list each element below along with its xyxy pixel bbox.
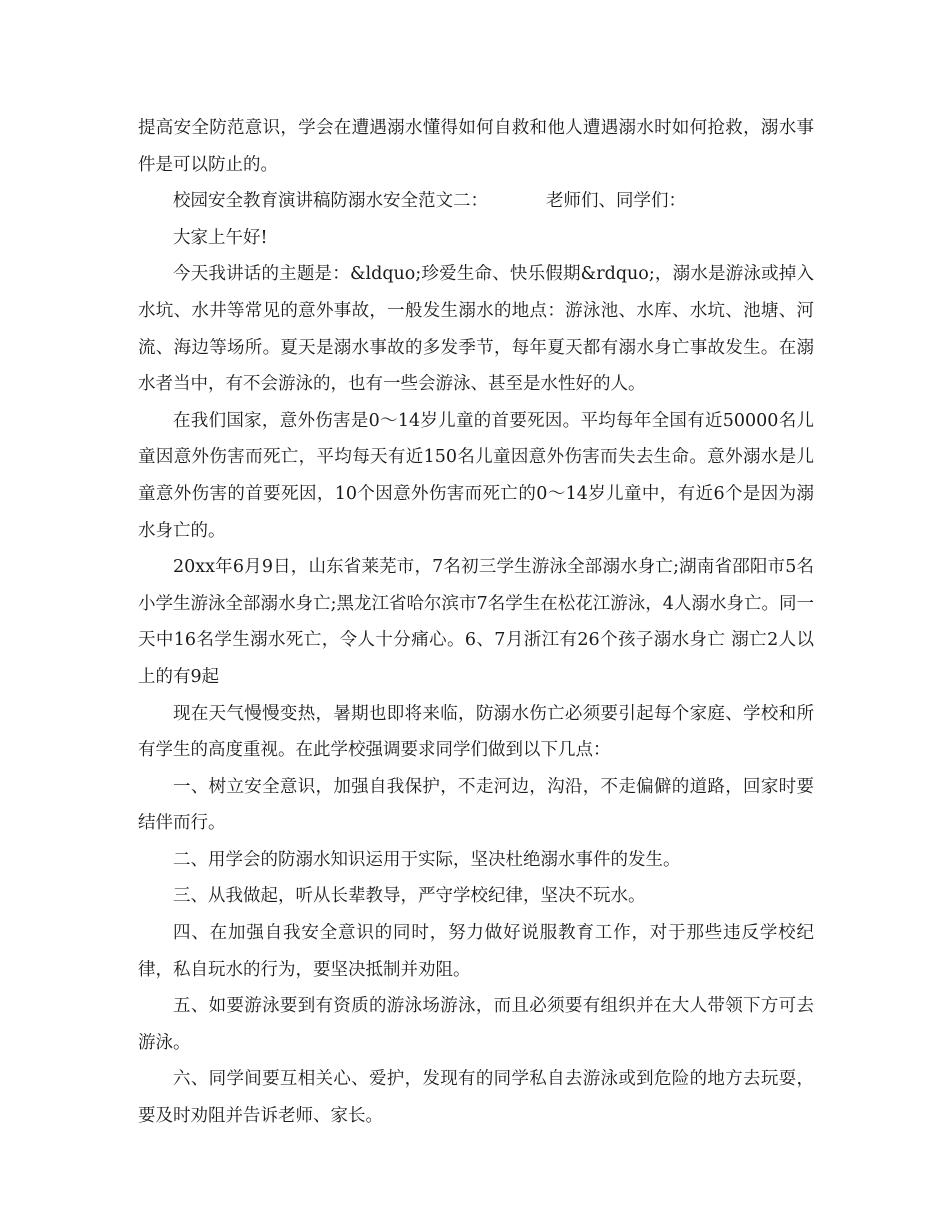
section-heading: 校园安全教育演讲稿防溺水安全范文二： [173,191,488,212]
salutation: 老师们、同学们： [546,191,686,212]
document-body [138,110,814,1135]
paragraph-heading-salutation [138,183,814,220]
paragraph-requirements-intro: 现在天气慢慢变热，暑期也即将来临，防溺水伤亡必须要引起每个家庭、学校和所有学生的高度重视。在此学校强调要求同学们做到以下几点： [138,703,814,761]
list-item-6: 六、同学间要互相关心、爱护，发现有的同学私自去游泳或到危险的地方去玩耍，要及时劝阻并告诉老师、家长。 [138,1069,814,1127]
paragraph-greeting: 大家上午好! [173,227,268,248]
paragraph-topic: 今天我讲话的主题是：&ldquo;珍爱生命、快乐假期&rdquo;，溺水是游泳或掉入水坑、水井等常见的意外事故，一般发生溺水的地点：游泳池、水库、水坑、池塘、河流、海边等场所。夏天是溺水事故的多发季节，每年夏天都有溺水身亡事故发生。在溺水者当中，有不会游泳的，也有一些会游泳、甚至是水性好的人。 [138,264,814,395]
list-item-1: 一、树立安全意识，加强自我保护，不走河边，沟沿，不走偏僻的道路，回家时要结伴而行。 [138,776,814,834]
paragraph-incidents: 20xx年6月9日，山东省莱芜市，7名初三学生游泳全部溺水身亡;湖南省邵阳市5名小学生游泳全部溺水身亡;黑龙江省哈尔滨市7名学生在松花江游泳，4人溺水身亡。同一天中16名学生溺水死亡，令人十分痛心。6、7月浙江有26个孩子溺水身亡 溺亡2人以上的有9起 [138,557,814,687]
paragraph-intro-end: 提高安全防范意识，学会在遭遇溺水懂得如何自救和他人遭遇溺水时如何抢救，溺水事件是可以防止的。 [138,118,814,175]
paragraph-statistics: 在我们国家，意外伤害是0～14岁儿童的首要死因。平均每年全国有近50000名儿童因意外伤害而死亡，平均每天有近150名儿童因意外伤害而失去生命。意外溺水是儿童意外伤害的首要死因，10个因意外伤害而死亡的0～14岁儿童中，有近6个是因为溺水身亡的。 [138,410,814,541]
list-item-5: 五、如要游泳要到有资质的游泳场游泳，而且必须要有组织并在大人带领下方可去游泳。 [138,996,814,1053]
list-item-4: 四、在加强自我安全意识的同时，努力做好说服教育工作，对于那些违反学校纪律，私自玩水的行为，要坚决抵制并劝阻。 [138,923,814,980]
list-item-3: 三、从我做起，听从长辈教导，严守学校纪律，坚决不玩水。 [173,886,646,907]
list-item-2: 二、用学会的防溺水知识运用于实际，坚决杜绝溺水事件的发生。 [173,849,681,870]
